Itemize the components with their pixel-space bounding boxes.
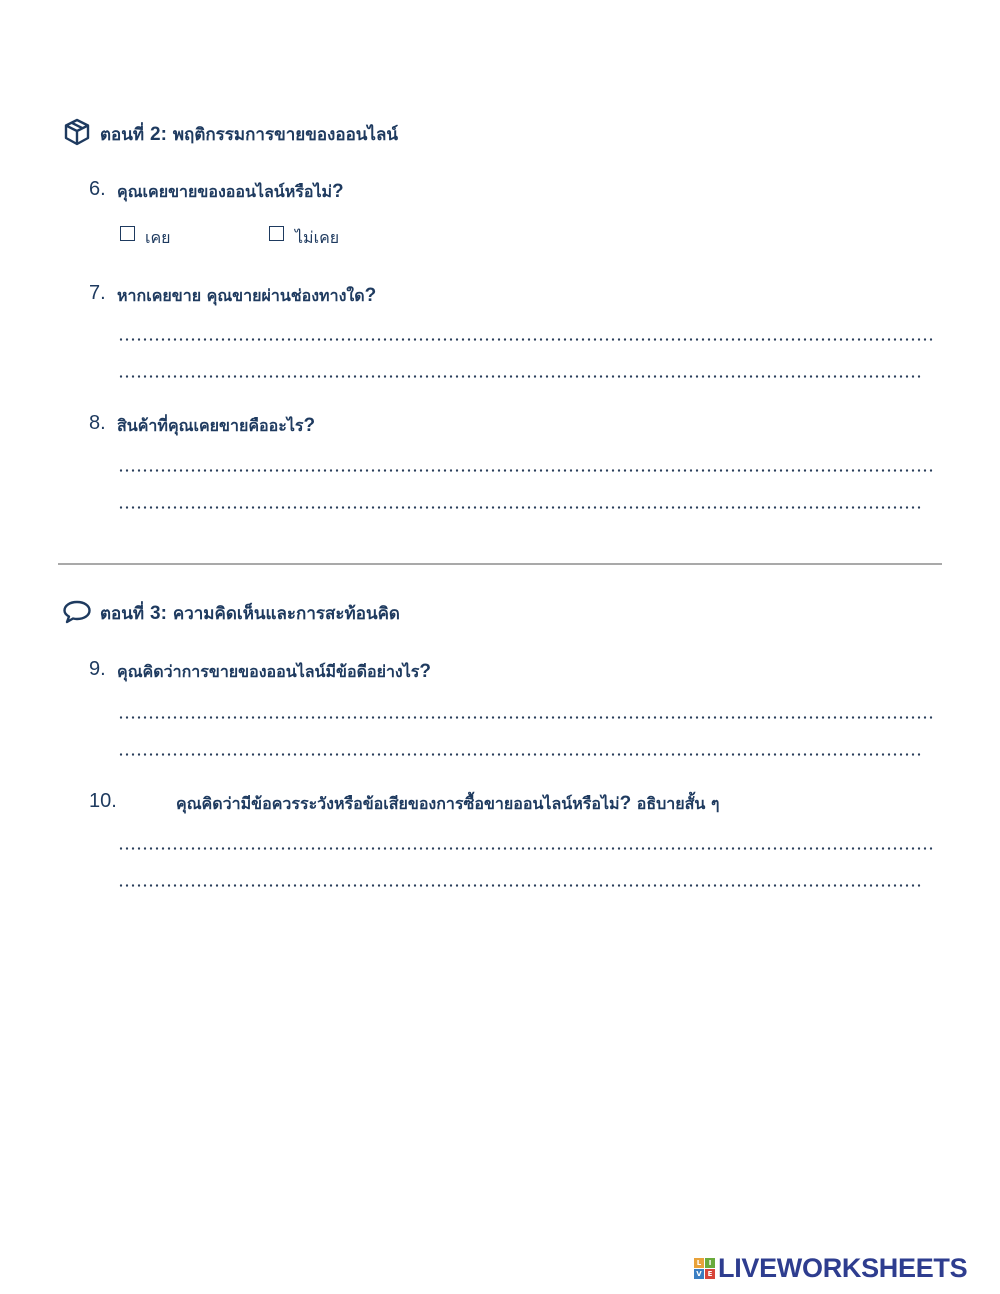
option-yes-checkbox[interactable]	[120, 226, 135, 241]
section-2-title-text: พฤติกรรมการขายของออนไลน์	[166, 125, 398, 145]
answer-line-9a[interactable]	[118, 716, 934, 719]
logo-block-e: E	[705, 1269, 715, 1279]
answer-line-10a[interactable]	[118, 847, 934, 850]
answer-line-8a[interactable]	[118, 469, 934, 472]
package-icon	[62, 117, 92, 147]
question-10-label-after: อธิบายสั้น ๆ	[631, 794, 720, 813]
option-no-checkbox[interactable]	[269, 226, 284, 241]
answer-line-7a[interactable]	[118, 338, 934, 341]
logo-text: LIVEWORKSHEETS	[718, 1252, 968, 1283]
answer-line-7b[interactable]	[118, 375, 922, 378]
option-no-label: ไม่เคย	[295, 228, 340, 247]
option-yes-label: เคย	[145, 228, 171, 247]
section-3-prefix: ตอนที่	[100, 604, 150, 624]
question-7-qmark: ?	[364, 285, 377, 306]
question-10-number: 10.	[89, 790, 117, 812]
question-8-label: สินค้าที่คุณเคยขายคืออะไร	[117, 416, 304, 435]
question-6-number: 6.	[89, 178, 106, 200]
section-divider	[58, 563, 942, 565]
question-6-text	[117, 180, 344, 205]
answer-line-8b[interactable]	[118, 506, 922, 509]
question-9-number: 9.	[89, 658, 106, 680]
question-7-label: หากเคยขาย คุณขายผ่านช่องทางใด	[117, 286, 365, 305]
liveworksheets-logo[interactable]	[694, 1253, 967, 1283]
section-2-prefix: ตอนที่	[100, 125, 150, 145]
section-3-title-text: ความคิดเห็นและการสะท้อนคิด	[166, 604, 400, 624]
section-3-number: 3:	[150, 603, 167, 624]
question-10-qmark: ?	[619, 793, 632, 814]
question-8-qmark: ?	[303, 415, 316, 436]
question-7-number: 7.	[89, 282, 106, 304]
speech-bubble-icon	[62, 597, 92, 627]
question-9-text	[117, 660, 431, 685]
question-10-text	[176, 792, 720, 817]
question-9-label: คุณคิดว่าการขายของออนไลน์มีข้อดีอย่างไร	[117, 662, 420, 681]
question-8-text	[117, 414, 315, 439]
section-2-number: 2:	[150, 124, 167, 145]
question-7-text	[117, 284, 376, 309]
logo-blocks	[694, 1258, 715, 1279]
answer-line-9b[interactable]	[118, 753, 922, 756]
question-9-qmark: ?	[419, 661, 431, 682]
question-6-qmark: ?	[332, 181, 344, 202]
question-6-label: คุณเคยขายของออนไลน์หรือไม่	[117, 182, 333, 201]
section-2-title	[100, 121, 398, 148]
answer-line-10b[interactable]	[118, 884, 922, 887]
question-8-number: 8.	[89, 412, 106, 434]
logo-block-l: L	[694, 1258, 704, 1268]
logo-block-v: V	[694, 1269, 704, 1279]
section-3-title	[100, 600, 400, 627]
question-10-label: คุณคิดว่ามีข้อควรระวังหรือข้อเสียของการซื้อขายออนไลน์หรือไม่	[176, 794, 620, 813]
logo-block-i: I	[705, 1258, 715, 1268]
